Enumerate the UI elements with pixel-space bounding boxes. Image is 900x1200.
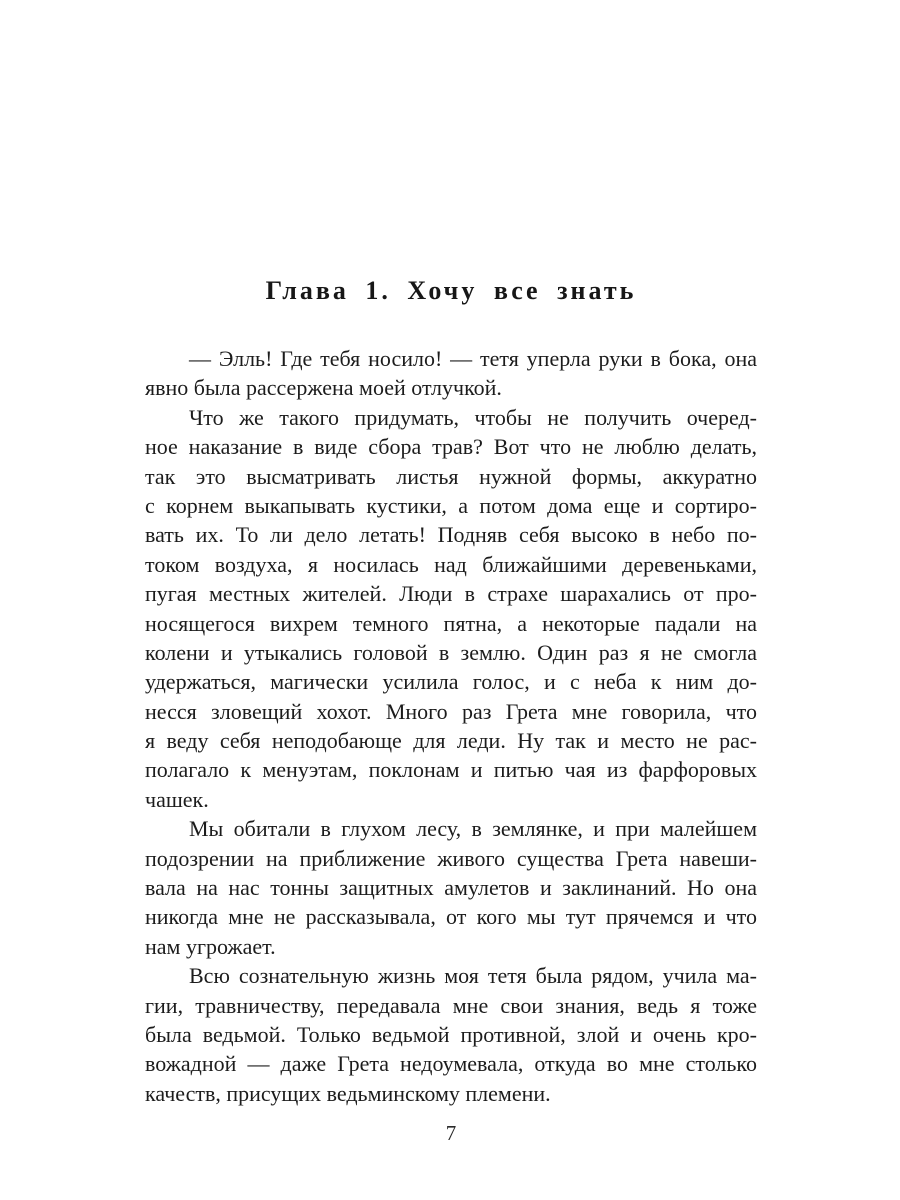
text-line: я веду себя неподобающе для леди. Ну так и место не рас-: [145, 728, 757, 754]
text-line: полагало к менуэтам, поклонам и питью чая из фарфоровых: [145, 757, 757, 783]
text-line: вала на нас тонны защитных амулетов и заклинаний. Но она: [145, 875, 757, 901]
text-line: — Элль! Где тебя носило! — тетя уперла руки в бока, она: [189, 346, 757, 371]
paragraph: [145, 344, 757, 403]
text-line: вать их. То ли дело летать! Подняв себя высоко в небо по-: [145, 522, 757, 548]
text-line: качеств, присущих ведьминскому племени.: [145, 1080, 551, 1106]
paragraph: [145, 814, 757, 961]
text-line: чашек.: [145, 786, 209, 812]
text-line: несся зловещий хохот. Много раз Грета мне говорила, что: [145, 698, 757, 724]
text-line: с корнем выкапывать кустики, а потом дома еще и сортиро-: [145, 492, 757, 518]
chapter-heading: Глава 1. Хочу все знать: [265, 276, 637, 305]
text-line: током воздуха, я носилась над ближайшими деревеньками,: [145, 551, 757, 577]
text-line: явно была рассержена моей отлучкой.: [145, 375, 502, 401]
text-line: Мы обитали в глухом лесу, в землянке, и при малейшем: [189, 816, 757, 842]
text-line: подозрении на приближение живого существа Грета навеши-: [145, 845, 757, 871]
text-line: ное наказание в виде сбора трав? Вот что не люблю делать,: [145, 434, 757, 460]
paragraph: [145, 403, 757, 814]
text-line: удержаться, магически усилила голос, и с неба к ним до-: [145, 669, 757, 695]
text-line: нам угрожает.: [145, 933, 276, 959]
text-line: пугая местных жителей. Люди в страхе шарахались от про-: [145, 581, 757, 607]
text-line: Что же такого придумать, чтобы не получить очеред-: [189, 404, 757, 430]
text-line: колени и утыкались головой в землю. Один раз я не смогла: [145, 639, 757, 665]
text-line: носящегося вихрем темного пятна, а некоторые падали на: [145, 610, 757, 636]
text-line: Всю сознательную жизнь моя тетя была рядом, учила ма-: [189, 963, 757, 989]
body-text: [145, 344, 757, 1108]
page-number: 7: [445, 1121, 457, 1145]
text-line: вожадной — даже Грета недоумевала, откуда во мне столько: [145, 1051, 757, 1077]
text-line: так это высматривать листья нужной формы, аккуратно: [145, 463, 757, 489]
text-line: была ведьмой. Только ведьмой противной, злой и очень кро-: [145, 1021, 757, 1047]
text-line: никогда мне не рассказывала, от кого мы тут прячемся и что: [145, 904, 757, 930]
paragraph: [145, 961, 757, 1108]
text-line: гии, травничеству, передавала мне свои знания, ведь я тоже: [145, 992, 757, 1018]
